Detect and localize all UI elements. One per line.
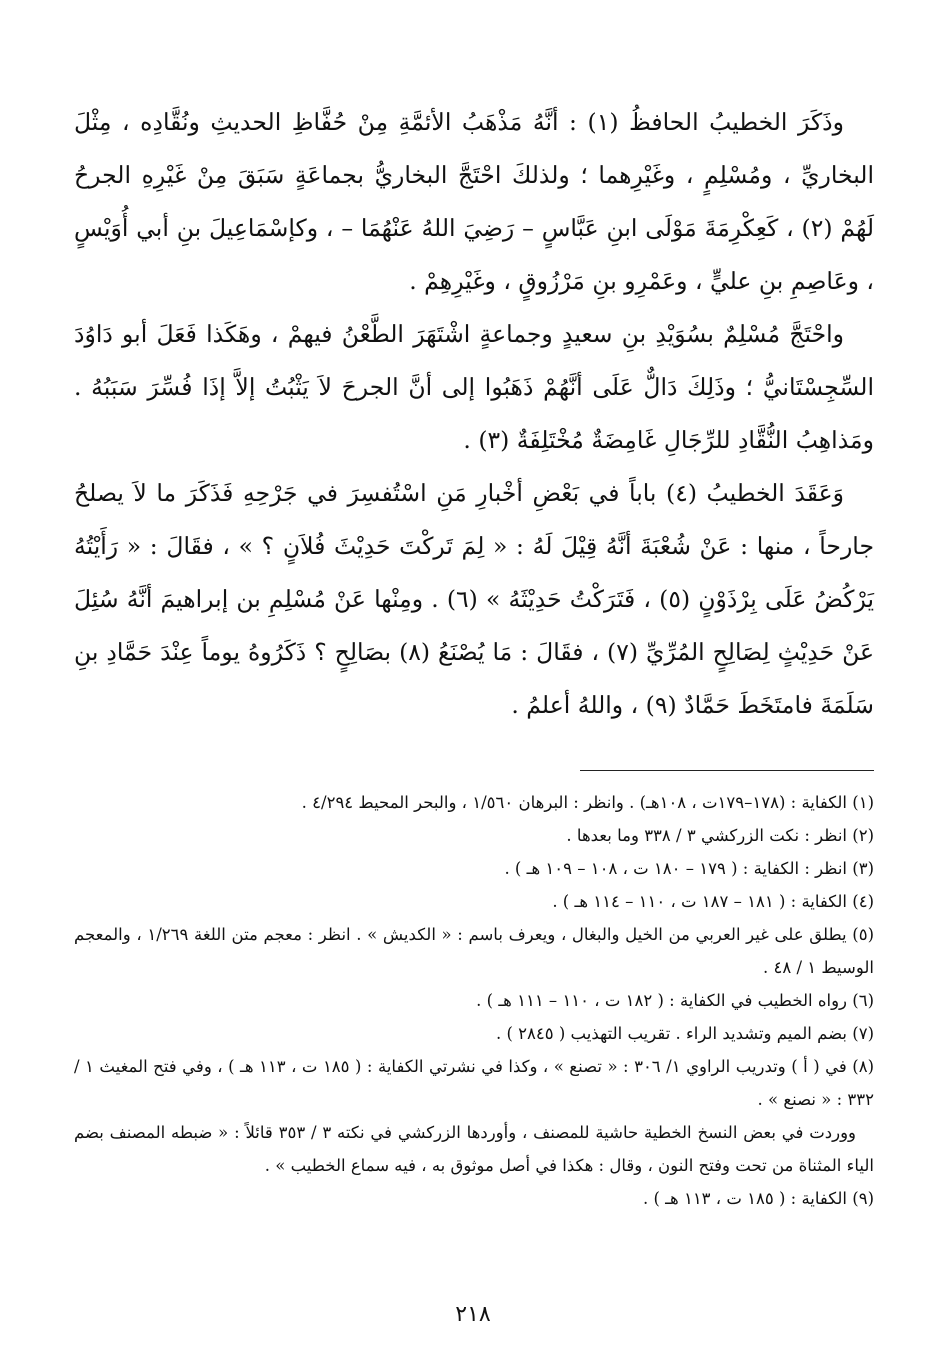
footnote-separator <box>580 770 874 771</box>
footnote-8: (٨) في ( أ ) وتدريب الراوي ١/ ٣٠٦ : « تصنع » ، وكذا في نشرتي الكفاية : ( ١٨٥ ت ، ١١٣ هـ ) ، وفي فتح المغيث ١ / ٣٣٢ : « نصنع » . <box>74 1057 874 1109</box>
footnote-5: (٥) يطلق على غير العربي من الخيل والبغال ، ويعرف باسم : « الكديش » . انظر : معجم متن اللغة ١/٢٦٩ ، والمعجم الوسيط ١ / ٤٨ . <box>74 925 874 977</box>
footnote-7: (٧) بضم الميم وتشديد الراء . تقريب التهذيب ( ٢٨٤٥ ) . <box>496 1024 874 1043</box>
footnote-1: (١) الكفاية : (١٧٨–١٧٩ت ، ١٠٨هـ) . وانظر : البرهان ١/٥٦٠ ، والبحر المحيط ٤/٢٩٤ . <box>301 793 874 812</box>
footnotes <box>74 786 874 1215</box>
footnote-3: (٣) انظر : الكفاية : ( ١٧٩ – ١٨٠ ت ، ١٠٨ – ١٠٩ هـ ) . <box>504 859 874 878</box>
main-text <box>74 96 874 732</box>
footnote-2: (٢) انظر : نكت الزركشي ٣ / ٣٣٨ وما بعدها . <box>566 826 874 845</box>
footnote-6: (٦) رواه الخطيب في الكفاية : ( ١٨٢ ت ، ١١٠ – ١١١ هـ ) . <box>476 991 874 1010</box>
footnote-9: (٩) الكفاية : ( ١٨٥ ت ، ١١٣ هـ ) . <box>643 1189 874 1208</box>
paragraph-2: واحْتَجَّ مُسْلِمٌ بسُوَيْدِ بنِ سعيدٍ وجماعةٍ اشْتَهَرَ الطَّعْنُ فيهمْ ، وهَكَذا فَعَلَ أبو دَاوُدَ السِّجِسْتَانيُّ ؛ وذَلِكَ دَالٌّ عَلَى أنَّهُمْ ذَهَبُوا إلى أنَّ الجرحَ لاَ يَثْبُتُ إلاَّ إذَا فُسِّرَ سَبَبُهُ . ومَذاهِبُ النُّقَّادِ للرِّجَالِ غَامِضَةٌ مُخْتَلِفَةٌ (٣) . <box>74 320 874 454</box>
footnote-4: (٤) الكفاية : ( ١٨١ – ١٨٧ ت ، ١١٠ – ١١٤ هـ ) . <box>552 892 874 911</box>
page-number: ٢١٨ <box>455 1302 491 1327</box>
footnote-8-continuation: ووردت في بعض النسخ الخطية حاشية للمصنف ، وأوردها الزركشي في نكته ٣ / ٣٥٣ قائلاً : « ضبطه المصنف بضم الياء المثناة من تحت وفتح النون ، وقال : هكذا في أصل موثوق به ، فيه سماع الخطيب » . <box>74 1123 874 1175</box>
paragraph-3: وَعَقَدَ الخطيبُ (٤) باباً في بَعْضِ أخْبارِ مَنِ اسْتُفسِرَ في جَرْحِهِ فَذَكَرَ ما لاَ يصلحُ جارحاً ، منها : عَنْ شُعْبَةَ أنَّهُ قِيْلَ لَهُ : « لِمَ تَركْتَ حَدِيْثَ فُلاَنٍ ؟ » ، فقَالَ : « رَأَيْتُهُ يَرْكُضُ عَلَى بِرْذَوْنٍ (٥) ، فَتَرَكْتُ حَدِيْثَهُ » (٦) . ومِنْها عَنْ مُسْلِمِ بن إبراهيمَ أنَّهُ سُئِلَ عَنْ حَدِيْثٍ لِصَالِحٍ المُرِّيِّ (٧) ، فقَالَ : مَا يُصْنَعُ (٨) بصَالِحٍ ؟ ذَكَرُوهُ يوماً عِنْدَ حَمَّادِ بنِ سَلَمَةَ فامتَخَطَ حَمَّادٌ (٩) ، واللهُ أعلمُ . <box>74 479 875 719</box>
paragraph-1: وذَكَرَ الخطيبُ الحافظُ (١) : أنَّهُ مَذْهَبُ الأئمَّةِ مِنْ حُفَّاظِ الحديثِ ونُقَّادِه ، مِثْلَ البخاريِّ ، ومُسْلِمٍ ، وغَيْرِهما ؛ ولذلكَ احْتَجَّ البخاريُّ بجماعَةٍ سَبَقَ مِنْ غَيْرِهِ الجرحُ لَهُمْ (٢) ، كَعِكْرِمَةَ مَوْلَى ابنِ عَبَّاسٍ – رَضِيَ اللهُ عَنْهُمَا – ، وكإسْمَاعِيلَ بنِ أبي أُوَيْسٍ ، وعَاصِمِ بنِ عليٍّ ، وعَمْرِو بنِ مَرْزُوقٍ ، وغَيْرِهِمْ . <box>74 108 874 295</box>
